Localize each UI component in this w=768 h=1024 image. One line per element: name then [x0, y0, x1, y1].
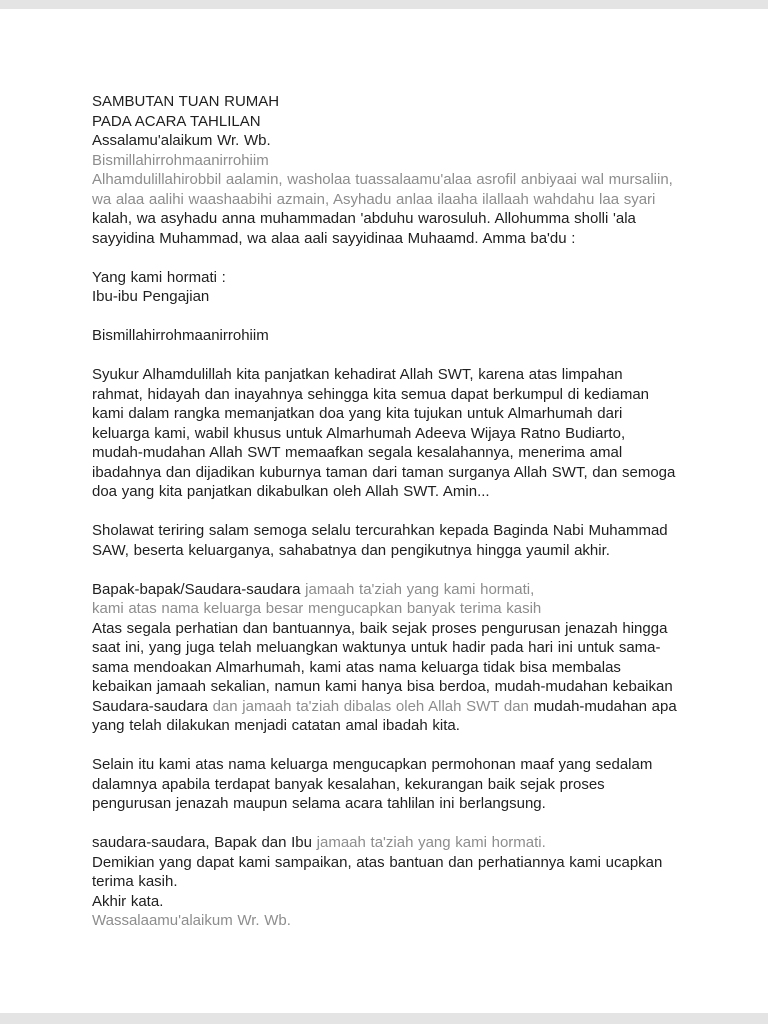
text-segment: Yang kami hormati : — [92, 268, 226, 286]
paragraph — [92, 599, 678, 619]
document-body — [92, 92, 678, 931]
text-segment: Assalamu'alaikum Wr. Wb. — [92, 132, 271, 149]
text-segment-muted: Alhamdulillahirobbil aalamin, washolaa tuassalaamu'alaa asrofil anbiyaai wal mursaliin, wa alaa aalihi waashaabihi azmain, Asyhadu anlaa ilaaha ilallaah wahdahu laa syari — [92, 171, 673, 208]
text-segment: Bismillahirrohmaanirrohiim — [92, 327, 269, 344]
paragraph — [92, 365, 678, 502]
text-segment: kalah, wa asyhadu anna muhammadan 'abduhu warosuluh. Allohumma sholli 'ala sayyidina Muhammad, wa alaa aali sayyidinaa Muhaamd. Amma ba'du : — [92, 210, 636, 247]
text-segment: SAMBUTAN TUAN RUMAH — [92, 93, 280, 110]
text-segment: saudara-saudara, Bapak dan Ibu — [92, 834, 317, 851]
paragraph — [92, 131, 678, 151]
text-segment-muted: jamaah ta'ziah yang kami hormati. — [316, 834, 546, 851]
paragraph — [92, 151, 678, 171]
paragraph — [92, 580, 678, 600]
text-segment: Ibu-ibu Pengajian — [92, 288, 210, 305]
text-segment: Selain itu kami atas nama keluarga mengucapkan permohonan maaf yang sedalam dalamnya apabila terdapat banyak kesalahan, kekurangan baik sejak proses pengurusan jenazah maupun selama acara tahlilan ini berlangsung. — [92, 756, 653, 812]
paragraph — [92, 287, 678, 307]
text-segment: mudah-mudahan apa yang telah dilakukan menjadi catatan amal ibadah kita. — [92, 697, 677, 734]
text-segment: Bapak-bapak/Saudara-saudara — [92, 580, 306, 598]
text-segment: Demikian yang dapat kami sampaikan, atas bantuan dan perhatiannya kami ucapkan terima kasih. — [92, 853, 663, 890]
paragraph — [92, 112, 678, 132]
text-segment-muted: Bismillahirrohmaanirrohiim — [92, 151, 269, 169]
paragraph — [92, 619, 678, 736]
text-segment: Sholawat teriring salam semoga selalu tercurahkan kepada Baginda Nabi Muhammad SAW, beserta keluarganya, sahabatnya dan pengikutnya hingga yaumil akhir. — [92, 522, 668, 559]
text-segment-muted: dan jamaah ta'ziah dibalas oleh Allah SWT dan — [212, 697, 534, 715]
paragraph — [92, 853, 678, 892]
text-segment: Akhir kata. — [92, 892, 164, 910]
paragraph — [92, 326, 678, 346]
paragraph — [92, 521, 678, 560]
paragraph — [92, 755, 678, 814]
paragraph — [92, 833, 678, 853]
paragraph — [92, 170, 678, 248]
paragraph — [92, 92, 678, 112]
text-segment-muted: kami atas nama keluarga besar mengucapkan banyak terima kasih — [92, 600, 542, 617]
page-frame-bottom-band — [0, 1013, 768, 1024]
text-segment: PADA ACARA TAHLILAN — [92, 112, 261, 130]
paragraph — [92, 911, 678, 931]
document-page — [0, 9, 768, 1013]
paragraph — [92, 892, 678, 912]
text-segment-muted: Wassalaamu'alaikum Wr. Wb. — [92, 912, 291, 929]
paragraph — [92, 268, 678, 288]
page-frame-top-band — [0, 0, 768, 9]
text-segment: Syukur Alhamdulillah kita panjatkan kehadirat Allah SWT, karena atas limpahan rahmat, hidayah dan inayahnya sehingga kita semua dapat berkumpul di kediaman kami dalam rangka memanjatkan doa yang kita tujukan untuk Almarhumah dari keluarga kami, wabil khusus untuk Almarhumah Adeeva Wijaya Ratno Budiarto, mudah-mudahan Allah SWT memaafkan segala kesalahannya, menerima amal ibadahnya dan dijadikan kuburnya taman dari taman surganya Allah SWT, dan semoga doa yang kita panjatkan dikabulkan oleh Allah SWT. Amin... — [92, 366, 676, 500]
text-segment-muted: jamaah ta'ziah yang kami hormati, — [305, 580, 535, 598]
text-segment: Atas segala perhatian dan bantuannya, baik sejak proses pengurusan jenazah hingga saat ini, yang juga telah meluangkan waktunya untuk hadir pada hari ini untuk sama-sama mendoakan Almarhumah, kami atas nama keluarga tidak bisa membalas kebaikan jamaah sekalian, namun kami hanya bisa berdoa, mudah-mudahan kebaikan Saudara-saudara — [92, 619, 673, 715]
